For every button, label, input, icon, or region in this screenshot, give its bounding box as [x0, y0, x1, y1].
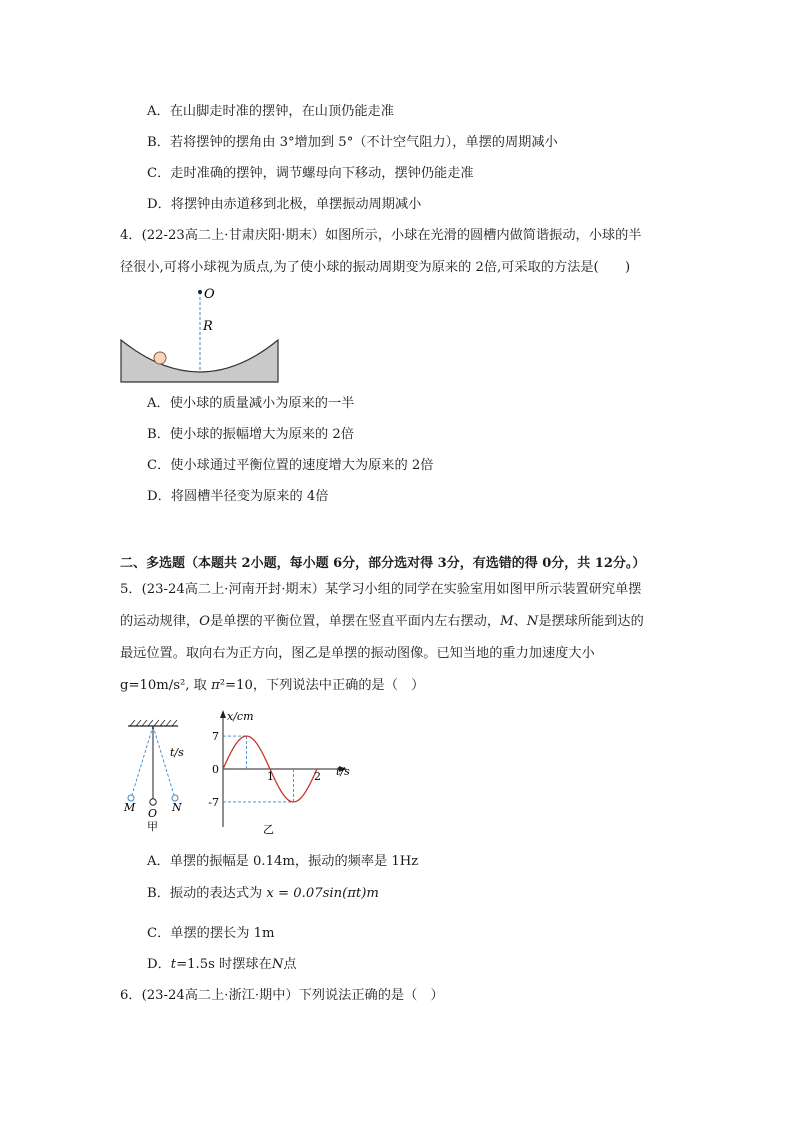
- y-axis-arrow: [220, 710, 226, 718]
- q5-option-a: A．单摆的振幅是 0.14m，振动的频率是 1Hz: [147, 854, 419, 869]
- q4-option-a: A．使小球的质量减小为原来的一半: [147, 396, 355, 411]
- q4-option-c: C．使小球通过平衡位置的速度增大为原来的 2倍: [147, 458, 434, 473]
- ball-o: [150, 799, 156, 805]
- x-tick-label-2: 2: [314, 770, 321, 783]
- label-m: M: [124, 801, 136, 814]
- q5-stem-line2: 的运动规律，O是单摆的平衡位置，单摆在竖直平面内左右摆动，M、N是摆球所能到达的: [120, 614, 644, 629]
- q5-stem-line3: 最远位置。取向右为正方向，图乙是单摆的振动图像。已知当地的重力加速度大小: [120, 646, 595, 661]
- y-tick-label-0: 0: [212, 763, 219, 776]
- q5-stem-line1: 5．(23-24高二上·河南开封·期末）某学习小组的同学在实验室用如图甲所示装置研究单摆: [120, 582, 642, 597]
- q4-stem-line1: 4．(22-23高二上·甘肃庆阳·期末）如图所示，小球在光滑的圆槽内做简谐振动，小球的半: [120, 228, 642, 243]
- q4-option-b: B．使小球的振幅增大为原来的 2倍: [147, 427, 354, 442]
- q5-option-b: B．振动的表达式为 x = 0.07sin(πt)m: [147, 886, 379, 901]
- pendulum-figure: [118, 718, 190, 836]
- label-o2: O: [148, 807, 158, 820]
- y-tick-label--7: -7: [208, 795, 219, 809]
- q3-option-b: B．若将摆钟的摆角由 3°增加到 5°（不计空气阻力），单摆的周期减小: [147, 135, 558, 150]
- section-heading: 二、多选题（本题共 2小题，每小题 6分，部分选对得 3分，有选错的得 0分，共 12分。）: [120, 556, 646, 571]
- pivot-dot: [198, 290, 202, 294]
- caption-yi: 乙: [263, 823, 274, 836]
- vibration-graph: [205, 705, 365, 837]
- q5-option-d: D．t=1.5s 时摆球在N点: [147, 957, 297, 972]
- string-left: [132, 726, 153, 795]
- q4-option-d: D．将圆槽半径变为原来的 4倍: [147, 489, 329, 504]
- q4-stem-line2: 径很小,可将小球视为质点,为了使小球的振动周期变为原来的 2倍,可采取的方法是( ): [120, 260, 631, 275]
- q4-groove-figure: [118, 284, 283, 386]
- groove-body: [121, 340, 278, 382]
- q6-stem: 6．(23-24高二上·浙江·期中）下列说法正确的是（ ）: [120, 988, 444, 1003]
- q3-option-d: D．将摆钟由赤道移到北极，单摆振动周期减小: [147, 197, 422, 212]
- x-axis-label: t/s: [336, 765, 350, 778]
- label-t: t/s: [170, 746, 184, 759]
- q3-option-a: A．在山脚走时准的摆钟，在山顶仍能走准: [147, 104, 394, 119]
- x-tick-label-1: 1: [267, 770, 274, 783]
- q5-stem-line4: g=10m/s², 取 π²=10，下列说法中正确的是（ ）: [120, 678, 425, 693]
- label-o: O: [204, 287, 215, 302]
- label-n: N: [172, 801, 182, 814]
- caption-jia: 甲: [147, 820, 158, 833]
- label-r: R: [203, 319, 213, 334]
- y-tick-label-7: 7: [212, 730, 219, 744]
- q3-option-c: C．走时准确的摆钟，调节螺母向下移动，摆钟仍能走准: [147, 166, 474, 181]
- y-axis-label: x/cm: [227, 710, 254, 723]
- ball: [154, 352, 166, 364]
- string-right: [153, 726, 174, 795]
- q5-option-c: C．单摆的摆长为 1m: [147, 926, 275, 941]
